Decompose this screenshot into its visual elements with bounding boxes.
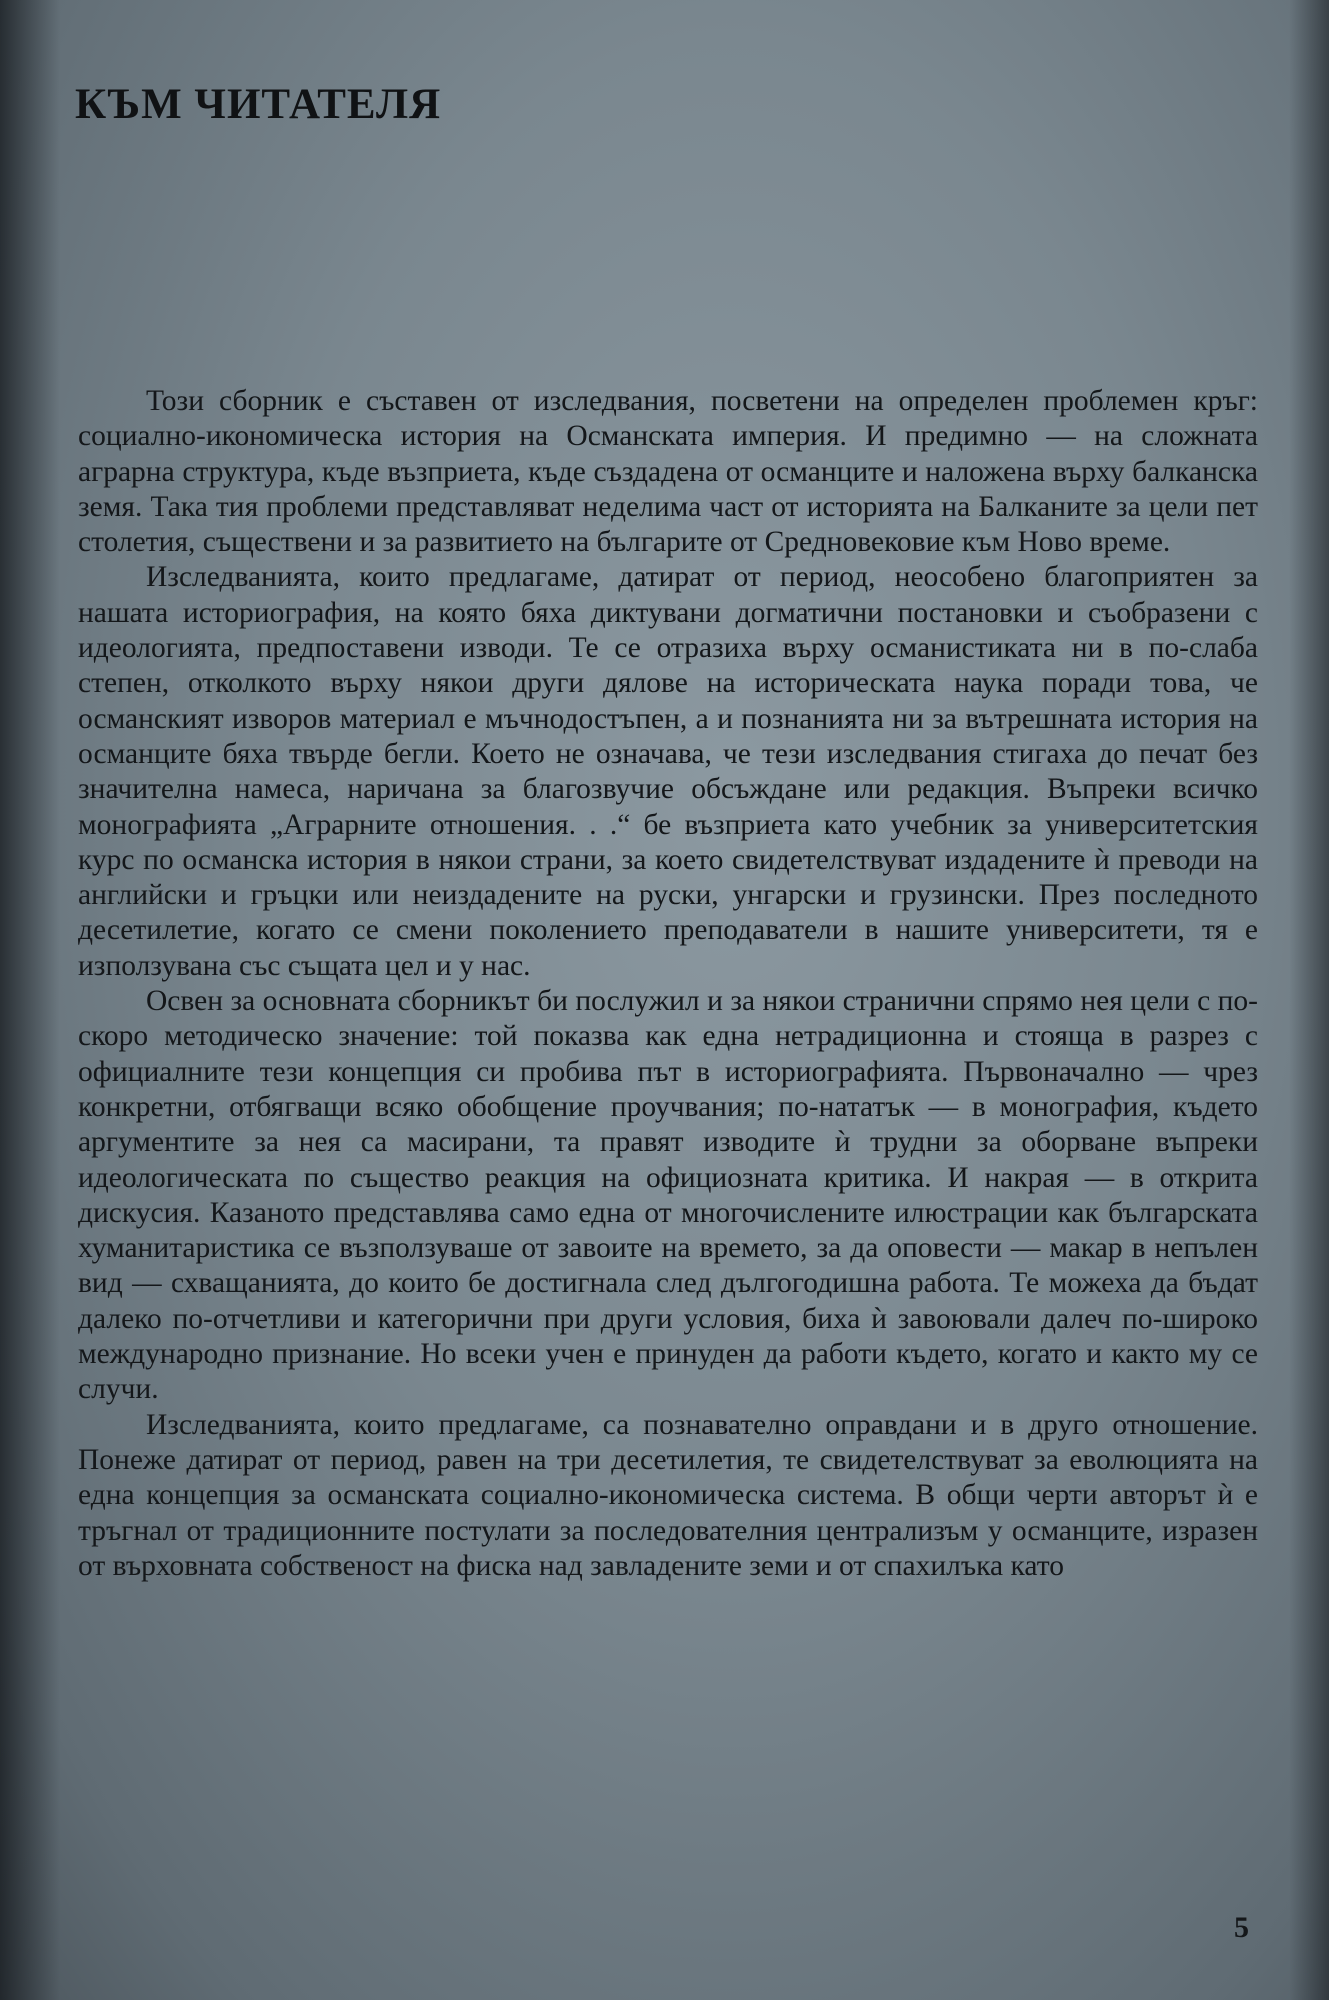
paragraph-4: Изследванията, които предлагаме, са познавателно оправдани и в друго отношение. Понеже датират от период, равен на три десетилетия, те свидетелствуват за еволюцията на една концепция за османската социално-икономическа система. В общи черти авторът ѝ е тръгнал от традиционните постулати за последователния централизъм у османците, изразен от върховната собственост на фиска над завладените земи и от спахилъка като [78,1408,1258,1582]
paragraph-1: Този сборник е съставен от изследвания, посветени на определен проблемен кръг: социално-икономическа история на Османската империя. И предимно — на сложната аграрна структура, къде възприета, къде създадена от османците и наложена върху балканска земя. Така тия проблеми представляват неделима част от историята на Балканите за цели пет столетия, съществени и за развитието на българите от Средновековие към Ново време. [78,385,1258,559]
paragraph-3: Освен за основната сборникът би послужил и за някои странични спрямо нея цели с по-скоро методическо значение: той показва как една нетрадиционна и стояща в разрез с официалните тези концепция си пробива път в историографията. Първоначално — чрез конкретни, отбягващи всяко обобщение проучвания; по-нататък — в монография, където аргументите за нея са масирани, та правят изводите ѝ трудни за оборване въпреки идеологическата по същество реакция на официозната критика. И накрая — в открита дискусия. Казаното представлява само една от многочислените илюстрации как българската хуманитаристика се възползуваше от завоите на времето, за да оповести — макар в непълен вид — схващанията, до които бе достигнала след дългогодишна работа. Те можеха да бъдат далеко по-отчетливи и категорични при други условия, биха ѝ завоювали далеч по-широко международно признание. Но всеки учен е принуден да работи където, когато и както му се случи. [78,985,1258,1406]
paragraph-2: Изследванията, които предлагаме, датират от период, неособено благоприятен за нашата историография, на която бяха диктувани догматични постановки и съобразени с идеологията, предпоставени изводи. Те се отразиха върху османистиката ни в по-слаба степен, отколкото върху някои други дялове на историческата наука поради това, че османският изворов материал е мъчнодостъпен, а и познанията ни за вътрешната история на османците бяха твърде бегли. Което не означава, че тези изследвания стигаха до печат без значителна намеса, наричана за благозвучие обсъждане или редакция. Въпреки всичко монографията „Аграрните отношения. . .“ бе възприета като учебник за университетския курс по османска история в някои страни, за което свидетелствуват издадените ѝ преводи на английски и гръцки или неиздадените на руски, унгарски и грузински. През последното десетилетие, когато се смени поколението преподаватели в нашите университети, тя е използувана със същата цел и у нас. [78,561,1258,982]
chapter-heading: КЪМ ЧИТАТЕЛЯ [75,81,442,128]
body-text [78,384,1258,1584]
page-number: 5 [1234,1911,1249,1944]
